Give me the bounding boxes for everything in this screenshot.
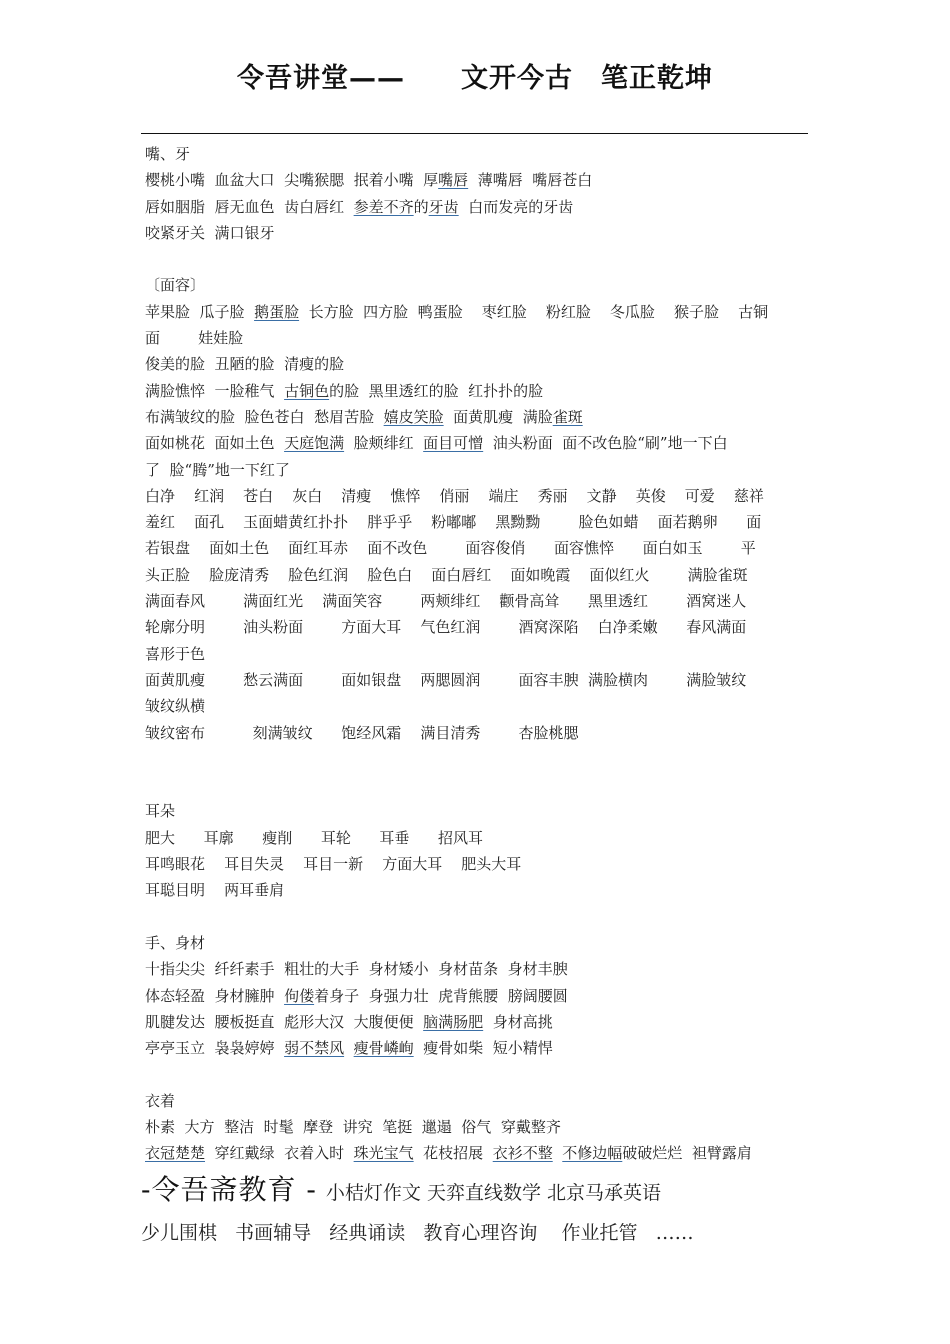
- text-segment: 朴素 大方 整洁 时髦 摩登 讲究 笔挺 邋遢 俗气 穿戴整齐: [145, 1117, 561, 1136]
- text-line: [145, 1035, 810, 1061]
- underlined-term: 雀斑: [552, 407, 583, 426]
- services-line-1: 小桔灯作文 天弈直线数学 北京马承英语: [325, 1182, 662, 1204]
- text-line: [145, 535, 810, 561]
- text-segment: [344, 1039, 354, 1057]
- text-line: [145, 746, 810, 772]
- text-line: [145, 220, 810, 246]
- text-segment: 耳聪目明 两耳垂肩: [145, 881, 285, 900]
- text-segment: 苹果脸 瓜子脸: [145, 302, 255, 321]
- text-segment: 面 娃娃脸: [145, 329, 244, 348]
- underlined-term: 嘴唇: [438, 171, 469, 190]
- text-segment: 白净 红润 苍白 灰白 清瘦 憔悴 俏丽 端庄 秀丽 文静 英俊 可爱 慈祥: [145, 486, 764, 505]
- text-segment: 俊美的脸 丑陋的脸 清瘦的脸: [145, 355, 345, 374]
- text-line: [145, 641, 810, 667]
- text-line: [145, 562, 810, 588]
- text-line: [145, 930, 810, 956]
- text-segment: 薄嘴唇 嘴唇苍白: [468, 171, 593, 190]
- underlined-term: 珠光宝气: [353, 1144, 414, 1163]
- text-segment: 头正脸 脸庞清秀 脸色红润 脸色白 面白唇红 面如晚霞 面似红火 满脸雀斑: [145, 565, 748, 584]
- text-line: [145, 667, 810, 693]
- text-line: [145, 720, 810, 746]
- text-line: [145, 1088, 810, 1114]
- underlined-term: 牙齿: [428, 197, 459, 216]
- text-line: [145, 483, 810, 509]
- text-line: [145, 351, 810, 377]
- text-segment: 布满皱纹的脸 脸色苍白 愁眉苦脸: [145, 407, 384, 426]
- text-line: [145, 877, 810, 903]
- text-line: [145, 457, 810, 483]
- text-segment: 面黄肌瘦 愁云满面 面如银盘 两腮圆润 面容丰腴 满脸横肉 满脸皱纹: [145, 670, 747, 689]
- text-line: [145, 904, 810, 930]
- text-line: [145, 825, 810, 851]
- header-divider: [141, 133, 808, 134]
- footer: [141, 1168, 821, 1245]
- text-segment: 破破烂烂 袒臂露肩: [622, 1144, 752, 1163]
- text-line: [145, 509, 810, 535]
- text-segment: 轮廓分明 油头粉面 方面大耳 气色红润 酒窝深陷 白净柔嫩 春风满面: [145, 618, 747, 637]
- text-segment: 白而发亮的牙齿: [458, 197, 574, 216]
- text-line: [145, 1061, 810, 1087]
- text-segment: 肥大 耳廓 瘦削 耳轮 耳垂 招风耳: [145, 828, 484, 847]
- text-segment: 的脸 黑里透红的脸 红扑扑的脸: [329, 381, 544, 400]
- text-line: [145, 851, 810, 877]
- text-line: [145, 588, 810, 614]
- underlined-term: 弱不禁风: [284, 1039, 345, 1058]
- text-segment: 体态轻盈 身材臃肿: [145, 986, 285, 1005]
- underlined-term: 衣衫不整: [492, 1144, 553, 1163]
- text-segment: 嘴、牙: [145, 145, 191, 163]
- text-line: [145, 325, 810, 351]
- text-line: [145, 272, 810, 298]
- text-segment: 穿红戴绿 衣着入时: [205, 1144, 354, 1163]
- text-segment: 耳鸣眼花 耳目失灵 耳目一新 方面大耳 肥头大耳: [145, 855, 522, 874]
- text-segment: 衣着: [145, 1091, 176, 1110]
- text-segment: 面如桃花 面如土色: [145, 434, 285, 453]
- text-line: [145, 693, 810, 719]
- text-segment: 肌腱发达 腰板挺直 彪形大汉 大腹便便: [145, 1012, 424, 1031]
- text-line: [145, 772, 810, 798]
- text-line: [145, 956, 810, 982]
- text-segment: 若银盘 面如土色 面红耳赤 面不改色 面容俊俏 面容憔悴 面白如玉 平: [145, 539, 756, 558]
- text-segment: 〔面容〕: [145, 276, 206, 295]
- text-segment: 羞红 面孔 玉面蜡黄红扑扑 胖乎乎 粉嘟嘟 黑黝黝 脸色如蜡 面若鹅卵 面: [145, 513, 762, 532]
- underlined-term: 面目可憎: [423, 434, 484, 453]
- underlined-term: 不修边幅: [562, 1144, 623, 1163]
- text-segment: 亭亭玉立 袅袅婷婷: [145, 1039, 285, 1058]
- underlined-term: 鹅蛋脸: [254, 302, 300, 321]
- text-segment: 面黄肌瘦 满脸: [443, 407, 553, 426]
- text-segment: 油头粉面 面不改色脸“刷”地一下白: [483, 434, 728, 453]
- text-line: [145, 246, 810, 272]
- page-title: 令吾讲堂—— 文开今古 笔正乾坤: [237, 63, 713, 94]
- text-line: [145, 141, 810, 167]
- vocabulary-body: [145, 141, 810, 1167]
- text-segment: 耳朵: [145, 802, 176, 821]
- text-line: [145, 1140, 810, 1166]
- text-segment: 了 脸“腾”地一下红了: [145, 460, 290, 479]
- underlined-term: 天庭饱满: [284, 434, 345, 453]
- text-segment: 十指尖尖 纤纤素手 粗壮的大手 身材矮小 身材苗条 身材丰腴: [145, 960, 568, 979]
- text-segment: 着身子 身强力壮 虎背熊腰 膀阔腰圆: [314, 986, 568, 1005]
- text-segment: 咬紧牙关 满口银牙: [145, 223, 275, 242]
- text-segment: 手、身材: [145, 933, 206, 952]
- underlined-term: 脑满肠肥: [423, 1012, 484, 1031]
- text-segment: 樱桃小嘴 血盆大口 尖嘴猴腮 抿着小嘴 厚: [145, 171, 439, 190]
- underlined-term: 参差不齐: [353, 197, 414, 216]
- text-line: [145, 1009, 810, 1035]
- services-line-2: 少儿围棋 书画辅导 经典诵读 教育心理咨询 作业托管 ……: [141, 1222, 694, 1244]
- text-segment: [553, 1144, 563, 1162]
- text-line: [145, 378, 810, 404]
- text-segment: 喜形于色: [145, 644, 206, 663]
- underlined-term: 瘦骨嶙峋: [353, 1039, 414, 1058]
- text-segment: 长方脸 四方脸 鸭蛋脸 枣红脸 粉红脸 冬瓜脸 猴子脸 古铜: [299, 302, 769, 321]
- underlined-term: 古铜色: [284, 381, 330, 400]
- text-segment: 身材高挑: [483, 1012, 553, 1031]
- text-segment: 皱纹纵横: [145, 697, 206, 716]
- text-segment: 脸颊绯红: [344, 434, 424, 453]
- text-segment: 花枝招展: [413, 1144, 493, 1163]
- text-line: [145, 404, 810, 430]
- text-segment: 满脸憔悴 一脸稚气: [145, 381, 285, 400]
- text-line: [145, 798, 810, 824]
- text-line: [145, 299, 810, 325]
- underlined-term: 衣冠楚楚: [145, 1144, 206, 1163]
- brand-name: -令吾斋教育 -: [141, 1173, 317, 1206]
- underlined-term: 嬉皮笑脸: [383, 407, 444, 426]
- text-segment: 的: [413, 197, 429, 216]
- underlined-term: 佝偻: [284, 986, 315, 1005]
- footer-brand-row: [141, 1168, 821, 1216]
- text-line: [145, 194, 810, 220]
- text-line: [145, 1114, 810, 1140]
- text-line: [145, 614, 810, 640]
- text-line: [145, 430, 810, 456]
- text-segment: 皱纹密布 刻满皱纹 饱经风霜 满目清秀 杏脸桃腮: [145, 723, 579, 742]
- text-segment: 唇如胭脂 唇无血色 齿白唇红: [145, 197, 354, 216]
- text-segment: 瘦骨如柴 短小精悍: [413, 1039, 553, 1058]
- text-line: [145, 167, 810, 193]
- text-segment: 满面春风 满面红光 满面笑容 两颊绯红 颧骨高耸 黑里透红 酒窝迷人: [145, 592, 747, 611]
- text-line: [145, 983, 810, 1009]
